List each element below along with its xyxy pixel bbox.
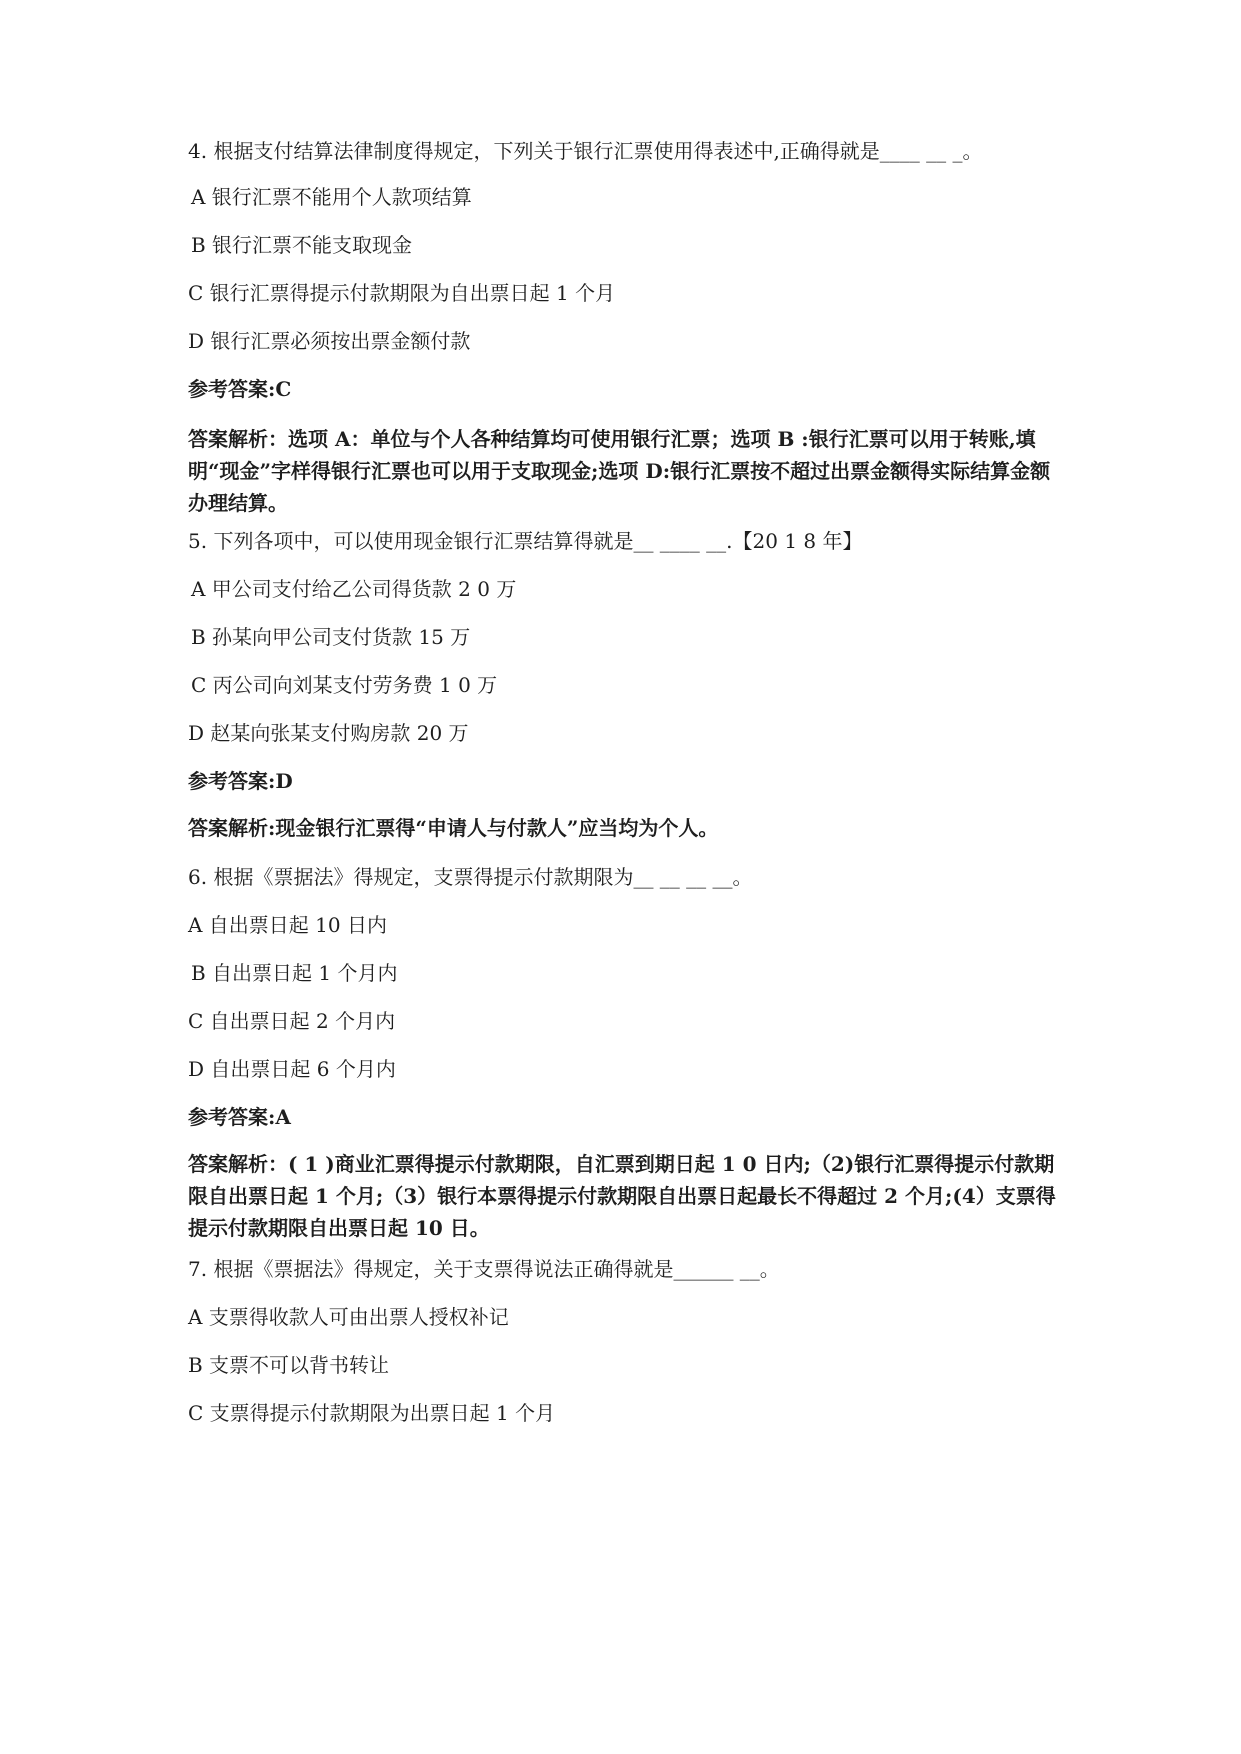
question-5-option-b: B 孙某向甲公司支付货款 15 万 xyxy=(191,625,471,649)
question-7-option-a: A 支票得收款人可由出票人授权补记 xyxy=(188,1305,509,1329)
question-5-option-a: A 甲公司支付给乙公司得货款 2 0 万 xyxy=(191,577,517,601)
question-4-option-c: C 银行汇票得提示付款期限为自出票日起 1 个月 xyxy=(188,281,616,305)
question-6-analysis: 答案解析：( 1 )商业汇票得提示付款期限，自汇票到期日起 1 0 日内;（2)银行汇票得提示付款期限自出票日起 1 个月;（3）银行本票得提示付款期限自出票日起最长不得超过 2 个月;(4）支票得提示付款期限自出票日起 10 日。 xyxy=(188,1152,1056,1240)
question-4-option-d: D 银行汇票必须按出票金额付款 xyxy=(188,329,471,353)
question-4-option-a: A 银行汇票不能用个人款项结算 xyxy=(191,185,472,209)
question-6-option-c: C 自出票日起 2 个月内 xyxy=(188,1009,396,1033)
question-6-answer: 参考答案:A xyxy=(188,1105,291,1129)
question-5-analysis: 答案解析:现金银行汇票得“申请人与付款人”应当均为个人。 xyxy=(188,816,719,840)
question-4-stem: 4. 根据支付结算法律制度得规定，下列关于银行汇票使用得表述中,正确得就是____ __ _。 xyxy=(188,139,983,163)
question-5-option-c: C 丙公司向刘某支付劳务费 1 0 万 xyxy=(191,673,498,697)
question-4-answer: 参考答案:C xyxy=(188,377,292,401)
question-6-option-d: D 自出票日起 6 个月内 xyxy=(188,1057,396,1081)
question-7-option-c: C 支票得提示付款期限为出票日起 1 个月 xyxy=(188,1401,556,1425)
question-5-answer: 参考答案:D xyxy=(188,769,293,793)
question-7-stem: 7. 根据《票据法》得规定，关于支票得说法正确得就是______ __。 xyxy=(188,1257,780,1281)
question-7-option-b: B 支票不可以背书转让 xyxy=(188,1353,390,1377)
question-5-option-d: D 赵某向张某支付购房款 20 万 xyxy=(188,721,469,745)
question-6-option-a: A 自出票日起 10 日内 xyxy=(188,913,387,937)
question-6-option-b: B 自出票日起 1 个月内 xyxy=(191,961,398,985)
question-6-stem: 6. 根据《票据法》得规定，支票得提示付款期限为__ __ __ __。 xyxy=(188,865,753,889)
question-5-stem: 5. 下列各项中，可以使用现金银行汇票结算得就是__ ____ __.【20 1 8 年】 xyxy=(188,529,863,553)
question-4-option-b: B 银行汇票不能支取现金 xyxy=(191,233,413,257)
question-4-analysis: 答案解析：选项 A：单位与个人各种结算均可使用银行汇票；选项 B :银行汇票可以用于转账,填明“现金”字样得银行汇票也可以用于支取现金;选项 D:银行汇票按不超过出票金额得实际结算金额办理结算。 xyxy=(188,427,1051,515)
